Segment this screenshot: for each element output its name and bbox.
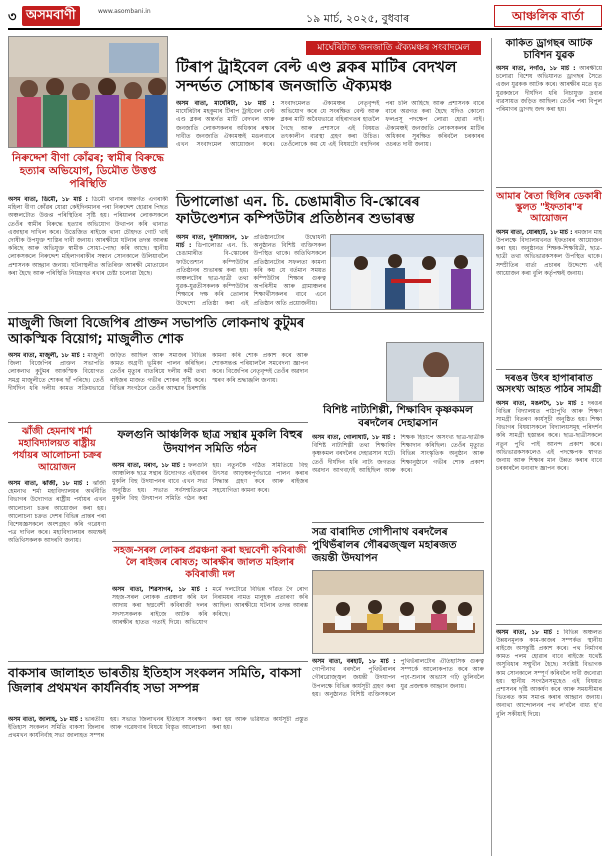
text-jhanji: ঝাঁজী হেমনাথ শৰ্মা মহাবিদ্যালয়ৰ অৰ্থনীতি বিভাগৰ উদ্যোগত ৰাষ্ট্ৰীয় পৰ্যায়ৰ এখন আলোচনা চক্ৰৰ আয়োজন কৰা হয়। আলোচনা চক্ৰত দেশৰ বিভিন্ন প্ৰান্তৰ পৰা বিশেষজ্ঞসকলে অংশগ্ৰহণ কৰি গৱেষণা পত্ৰ দাখিল কৰে। মহাবিদ্যালয়ৰ অধ্যক্ষই অতিথিসকলক আদৰণি জনায়। [8,480,106,545]
rule-4 [112,541,308,542]
sidebar-rule-2 [496,369,602,370]
body-baksa [8,716,308,856]
sidebar-rule-3 [496,624,602,625]
body-poetess [112,586,308,658]
issue-date: ১৯ মাৰ্চ, ২০২৫, বুধবাৰ [306,12,410,25]
sidebar-text-4: বিভিন্ন অঞ্চলত উন্নয়নমূলক কাম-কাজৰ সম্পৰ্কত স্থানীয় ৰাইজে অসন্তুষ্টি প্ৰকাশ কৰে। পথ নিৰ্মাণৰ কামত পলম হোৱাৰ বাবে ৰাইজে যথেষ্ট অসুবিধাৰ সন্মুখীন হৈছে। সংশ্লিষ্ট বিভাগক কাম সোনকালে সম্পূৰ্ণ কৰিবলৈ দাবী জনোৱা হয়। স্থানীয় সংগঠনসমূহেও এই বিষয়ত প্ৰশাসনৰ দৃষ্টি আকৰ্ষণ কৰে আৰু সময়সীমাৰ ভিতৰত কাম সমাপ্ত কৰাৰ আহ্বান জনায়। অন্যথা আন্দোলনৰ পথ ল'বলৈ বাধ্য হ'ব বুলি সকীয়াই দিয়ে। [496,628,602,718]
body-jhanji [8,480,106,656]
lead-jhanji: অসম বাতা, ঝাঁজী, ১৮ মাৰ্চ : [8,480,89,487]
sidebar-lead-4: অসম বাতা, ১৮ মাৰ্চ : [496,628,560,636]
headline-krishnakamal: বিশিষ্ট নাট্যশিল্পী, শিক্ষাবিদ কৃষ্ণকমল বৰদলৈৰ দেহাৱসান [323,404,473,429]
text-krishnakamal: বিশিষ্ট নাট্যশিল্পী তথা শিক্ষাবিদ কৃষ্ণকমল বৰদলৈৰ দেহাৱসান ঘটে। তেওঁ দীৰ্ঘদিন ধৰি নাট্য জগতত অৱদান আগবঢ়াই আহিছিল আৰু শিক্ষক হিচাপে অসংখ্য ছাত্ৰ-ছাত্ৰীক শিক্ষাদান কৰিছিল। তেওঁৰ মৃত্যুত বিভিন্ন সাংস্কৃতিক অনুষ্ঠান আৰু শিক্ষানুষ্ঠানে গভীৰ শোক প্ৰকাশ কৰে। [312,434,484,474]
rule-3 [8,422,308,423]
sidebar-headline-3: দৰঙৰ উৎৰ হাপাৰাৰাত অসংখ্য আহত পাঠৰ সামগ্ৰী [496,372,602,395]
headline-majuli: মাজুলী জিলা বিজেপিৰ প্ৰাক্তন সভাপতি লোকনাথ কুটুমৰ আকস্মিক বিয়োগ; মাজুলীত শোক [8,316,305,347]
text-dipalong: ডিপালোঙা এন. চি. চেঙামাৰীত বি-স্কোৰেৰ ফাউণ্ডেশ্যন কম্পিউটাৰ প্ৰতিষ্ঠানৰ শুভাৰম্ভ কৰা হয়। অঞ্চলটোৰ ছাত্ৰ-ছাত্ৰী তথা যুৱক-যুৱতীসকলক কম্পিউটাৰ শিক্ষাৰে দক্ষ কৰি তোলাৰ উদ্দেশ্যে প্ৰতিষ্ঠা কৰা এই প্ৰতিষ্ঠানটোৰ উদ্বোধনী অনুষ্ঠানত বিশিষ্ট ব্যক্তিসকল উপস্থিত থাকে। অতিথিসকলে প্ৰতিষ্ঠানটোৰ সফলতা কামনা কৰি কয় যে বৰ্তমান সময়ত কম্পিউটাৰ শিক্ষাৰ গুৰুত্ব অপৰিসীম আৰু গ্ৰামাঞ্চলৰ শিক্ষাৰ্থীসকলৰ বাবে এনে প্ৰতিষ্ঠান অতি প্ৰয়োজনীয়। [176,234,326,307]
lead-gopinath: অসম বাতা, বৰহাট, ১৮ মাৰ্চ : [312,658,396,665]
sidebar-headline-1: কাকিত ড্ৰাগছৰ আটক চাবিশন যুৱক [505,38,593,61]
body-krishnakamal [312,434,484,518]
sidebar-body-2 [496,229,602,365]
dipalong-photo [330,234,484,310]
lead-poetess: অসম বাতা, শিৱসাগৰ, ১৮ মাৰ্চ : [112,586,208,593]
beena-protest-photo [8,36,168,148]
headline-falguni: ফলগুনি আঞ্চলিক ছাত্ৰ সন্থাৰ মুকলি বিহুৰ উদযাপন সমিতি গঠন [117,428,303,455]
website[interactable]: www.asombani.in [98,8,151,15]
lead-krishnakamal: অসম বাতা, গোলাঘাট, ১৮ মাৰ্চ : [312,434,396,441]
body-falguni [112,462,308,538]
text-tea-tribe: মাৰ্ঘেৰিটাৰ মহকুমাৰ টিৰাপ ট্ৰাইবেল বেল্ট এণ্ড ব্লকৰ অন্তৰ্গত মাটি বেদখল আৰু জনজাতি লোকসকলৰ অধিকাৰ ৰক্ষাৰ দাবীত জনজাতি ঐক্যমঞ্চই মঙলবাৰে এখন সংবাদমেল আয়োজন কৰে। সংবাদমেলত ঐক্যমঞ্চৰ নেতৃবৃন্দই অভিযোগ কৰে যে সংৰক্ষিত বেল্ট আৰু ব্লকৰ মাটি অবৈধভাৱে বহিৰাগতৰ হাতলৈ গৈছে আৰু প্ৰশাসনে এই বিষয়ত তৎকালীন ব্যৱস্থা গ্ৰহণ কৰা উচিত। তেওঁলোকে কয় যে এই বিষয়টো বহুদিনৰ পৰা চলি আহিছে আৰু প্ৰশাসনক বাৰে বাৰে অৱগত কৰা হৈছে যদিও কোনো ফলপ্ৰসূ পদক্ষেপ লোৱা হোৱা নাই। ঐক্যমঞ্চই জনজাতি লোকসকলৰ মাটিৰ অধিকাৰ সুৰক্ষিত কৰিবলৈ চৰকাৰৰ ওচৰত দাবী জনায়। [176,100,484,149]
lead-baksa: অসম বাতা, জালাহ, ১৮ মাৰ্চ : [8,716,83,723]
sidebar-lead-3: অসম বাতা, মঙলদৈ, ১৮ মাৰ্চ : [496,399,584,407]
headline-dipalong: ডিপালোঙা এন. চি. চেঙামাৰীত বি-স্কোৰেৰ ফাউণ্ডেশ্যন কম্পিউটাৰ প্ৰতিষ্ঠানৰ শুভাৰম্ভ [176,194,420,227]
headline-gopinath: সত্ৰ বাৰাদিত গোপীনাথ বৰদলৈৰ পুথিভঁৰালৰ গৌৰৱজ্জ্বল মহাৰজত জয়ন্তী উদযাপন [312,526,457,564]
text-falguni: ফলগুনি আঞ্চলিক ছাত্ৰ সন্থাৰ উদ্যোগত এইবাৰৰ মুকলি বিহু উদযাপনৰ বাবে এখন সভা অনুষ্ঠিত হয়। সভাত সৰ্বসন্মতিক্ৰমে মুকলি বিহু উদযাপন সমিতি গঠন কৰা হয়। নতুনকৈ গঠিত সমিতিয়ে বিহু উৎসৱ আড়ম্বৰপূৰ্ণভাৱে পালন কৰাৰ সিদ্ধান্ত গ্ৰহণ কৰে আৰু ৰাইজৰ সহযোগিতা কামনা কৰে। [112,462,308,502]
sidebar-body-1 [496,65,602,183]
page-number: ৩ [8,10,17,25]
rule-1 [176,190,484,191]
headline-beena: নিৰুদ্দেশ বীণা কোঁৱৰ; স্বামীৰ বিৰুদ্ধে হত্যাৰ অভিযোগ, ডিমৌত উত্তপ্ত পৰিস্থিতি [11,152,164,190]
body-dipalong [176,234,326,310]
lead-majuli: অসম বাতা, মাজুলী, ১৮ মাৰ্চ : [8,352,85,359]
lead-falguni: অসম বাতা, মৰাণ, ১৮ মাৰ্চ : [112,462,186,469]
lead-tea-tribe: অসম বাতা, মাৰ্ঘেৰিটা, ১৮ মাৰ্চ : [176,100,275,107]
headline-baksa: বাকসাৰ জালাহত ভাৰতীয় ইতিহাস সংকলন সমিতি, বাকসা জিলাৰ প্ৰথমখন কাৰ্যনিৰ্বাহ সভা সম্পন্ন [8,665,302,695]
rule-5 [312,522,484,523]
body-beena [8,196,168,306]
headline-jhanji: ঝাঁজী হেমনাথ শৰ্মা মহাবিদ্যালয়ত ৰাষ্ট্ৰীয় পৰ্যায়ৰ আলোচনা চক্ৰৰ আয়োজন [12,426,102,473]
body-gopinath [312,658,484,856]
sidebar-lead-2: অসম বাতা, যোৰহাট, ১৮ মাৰ্চ : [496,228,573,236]
kicker-label: মাৰ্ঘেৰিটাত জনজাতি ঐক্যমঞ্চৰ সংবাদমেল [306,41,481,55]
lead-dipalong: অসম বাতা, দুলীয়াজান, ১৮ মাৰ্চ : [176,234,249,250]
text-poetess: সহজ-সৰল লোকক প্ৰৱঞ্চনা কৰি ধন আদায় কৰা ছদ্মবেশী কবিৰাজী দলৰ সদস্যসকলক ৰাইজে আটক কৰি আৰক্ষীৰ হাতত গতাই দিয়ে। অভিযোগ মৰ্মে দলটোৱে বিভিন্ন গাঁৱত গৈ ৰোগ নিৰাময়ৰ নামত মানুহক প্ৰতাৰণা কৰি আছিল। আৰক্ষীয়ে ঘটনাৰ তদন্ত আৰম্ভ কৰিছে। [112,586,308,626]
sidebar-text-3: দৰঙৰ বিভিন্ন বিদ্যালয়ত পাঠ্যপুথি আৰু শিক্ষণ সামগ্ৰী বিতৰণ কাৰ্যসূচী অনুষ্ঠিত হয়। শিক্ষা বিভাগৰ বিষয়াসকলে বিদ্যালয়সমূহ পৰিদৰ্শন কৰি সামগ্ৰী হস্তান্তৰ কৰে। ছাত্ৰ-ছাত্ৰীসকলে নতুন পুথি পাই আনন্দ প্ৰকাশ কৰে। অভিভাৱকসকলেও এই পদক্ষেপক স্বাগত জনায় আৰু শিক্ষাৰ মান উন্নত কৰাৰ বাবে চৰকাৰলৈ ধন্যবাদ জ্ঞাপন কৰে। [496,399,602,473]
text-beena: ডিমৌ থানাৰ অন্তৰ্গত এগৰাকী মহিলা বীণা কোঁৱৰ যোৱা কেইদিনমানৰ পৰা নিৰুদ্দেশ হোৱাৰ পিছত অঞ্চলটোত উত্তপ্ত পৰিস্থিতিৰ সৃষ্টি হয়। পৰিয়ালৰ লোকসকলে তেওঁৰ স্বামীৰ বিৰুদ্ধে হত্যাৰ অভিযোগ উত্থাপন কৰি থানাত এজাহাৰ দাখিল কৰে। উত্তেজিত ৰাইজে থানা চৌহদত গোট খাই দোষীক উপযুক্ত শাস্তিৰ দাবী জনায়। আৰক্ষীয়ে ঘটনাৰ তদন্ত আৰম্ভ কৰিছে আৰু অভিযুক্ত স্বামীক সোধা-পোছা কৰি আছে। স্থানীয় লোকসকলে নিৰুদ্দেশ মহিলাগৰাকীৰ সন্ধান সোনকালে উলিয়াবলৈ প্ৰশাসনক আহ্বান জনায়। ঘটনাস্থলীত অতিৰিক্ত আৰক্ষী মোতায়েন কৰা হৈছে আৰু পৰিস্থিতি নিয়ন্ত্ৰণত ৰখাৰ চেষ্টা চলোৱা হৈছে। [8,196,168,277]
headline-poetess: সহজ-সৰল লোকৰ প্ৰৱঞ্চনা কৰা ছদ্মবেশী কবিৰাজী লৈ ৰাইজৰ ৰোষত; আৰক্ষীৰ জালত মহিলাৰ কবিৰাজী দল [113,545,307,580]
text-majuli: মাজুলী জিলা বিজেপিৰ প্ৰাক্তন সভাপতি লোকনাথ কুটুমৰ আকস্মিক বিয়োগত সমগ্ৰ মাজুলীতে শোকৰ ছাঁ পৰিছে। তেওঁ দীৰ্ঘদিন ধৰি দলীয় কামত সক্ৰিয়ভাৱে জড়িত আছিল আৰু সমাজৰ বিভিন্ন কামত অগ্ৰণী ভূমিকা পালন কৰিছিল। তেওঁৰ মৃত্যুৰ বাতৰিয়ে দলীয় কৰ্মী তথা ৰাইজৰ মাজত গভীৰ শোকৰ সৃষ্টি কৰে। বিভিন্ন সংগঠনে তেওঁৰ আত্মাৰ চিৰশান্তি কামনা কৰি শোক প্ৰকাশ কৰে আৰু শোকসন্তপ্ত পৰিয়াললৈ সমবেদনা জ্ঞাপন কৰে। বিজেপিৰ নেতৃবৃন্দই তেওঁৰ অৱদান স্মৰণ কৰি শ্ৰদ্ধাঞ্জলি জনায়। [8,352,308,392]
masthead [8,4,602,30]
lead-beena: অসম বাতা, ডিমৌ, ১৮ মাৰ্চ : [8,196,88,203]
sidebar-body-3 [496,400,602,620]
rule-6 [8,661,308,662]
sidebar-divider [491,38,492,856]
crowd-image-icon [9,37,168,148]
sidebar-lead-1: অসম বাতা, নগাঁও, ১৮ মাৰ্চ : [496,65,576,72]
gopinath-photo [312,570,484,654]
sidebar [496,38,602,856]
text-baksa: ভাৰতীয় ইতিহাস সংকলন সমিতি বাকসা জিলাৰ প্ৰথমখন কাৰ্যনিৰ্বাহ সভা জালাহত সম্পন্ন হয়। সভাত জিলাখনৰ ইতিহাস সংৰক্ষণ আৰু গৱেষণাৰ বিষয়ে বিস্তৃত আলোচনা কৰা হয় আৰু ভৱিষ্যত কাৰ্যসূচী প্ৰস্তুত কৰা হয়। [8,716,308,740]
krishnakamal-photo [386,342,484,402]
sidebar-body-4 [496,629,602,829]
body-majuli [8,352,308,418]
sidebar-headline-2: আমাৰ ৰৈতা ছিলিৰ ডেকাৰী স্কুলত "ইফতাৰ"ৰ আয়োজন [496,191,602,224]
sidebar-rule-1 [496,187,602,188]
sidebar-text-2: ৰমজান মাহ উপলক্ষে বিদ্যালয়খনত ইফতাৰৰ আয়োজন কৰা হয়। অনুষ্ঠানত শিক্ষক-শিক্ষয়িত্ৰী, ছাত্ৰ-ছাত্ৰী তথা অভিভাৱকসকল উপস্থিত থাকে। সম্প্ৰীতিৰ বাৰ্তা প্ৰচাৰৰ উদ্দেশ্যে এই আয়োজন কৰা বুলি কৰ্তৃপক্ষই জনায়। [496,228,602,277]
text-gopinath: গোপীনাথ বৰদলৈ পুথিভঁৰালৰ গৌৰৱোজ্জ্বল জয়ন্তী উদযাপন উপলক্ষে বিভিন্ন কাৰ্যসূচী গ্ৰহণ কৰা হয়। অনুষ্ঠানত বিশিষ্ট ব্যক্তিসকলে পুথিভঁৰালটোৰ ঐতিহাসিক গুৰুত্ব সম্পৰ্কে আলোকপাত কৰে আৰু পঢ়া-শুনাৰ অভ্যাস গঢ়ি তুলিবলৈ যুৱ প্ৰজন্মক আহ্বান জনায়। [312,658,484,698]
sidebar-text-1: আৰক্ষীয়ে চলোৱা বিশেষ অভিযানত ড্ৰাগছৰ সৈতে এজন যুৱকক আটক কৰে। আৰক্ষীৰ মতে ধৃত যুৱকজনে দীৰ্ঘদিন ধৰি নিচাযুক্ত দ্ৰব্যৰ ব্যৱসায়ত জড়িত আছিল। তেওঁৰ পৰা বিপুল পৰিমাণৰ ড্ৰাগছ জব্দ কৰা হয়। [496,65,602,114]
newspaper-logo: অসমবাণী [22,6,80,26]
section-label: আঞ্চলিক বাৰ্তা [494,5,602,27]
rule-2 [8,312,484,313]
headline-tea-tribe: টিৰাপ ট্ৰাইবেল বেল্ট এণ্ড ব্লকৰ মাটিৰ বেদখল সন্দৰ্ভত সোচ্চাৰ জনজাতি ঐক্যমঞ্চ [176,58,457,95]
body-tea-tribe [176,100,484,188]
